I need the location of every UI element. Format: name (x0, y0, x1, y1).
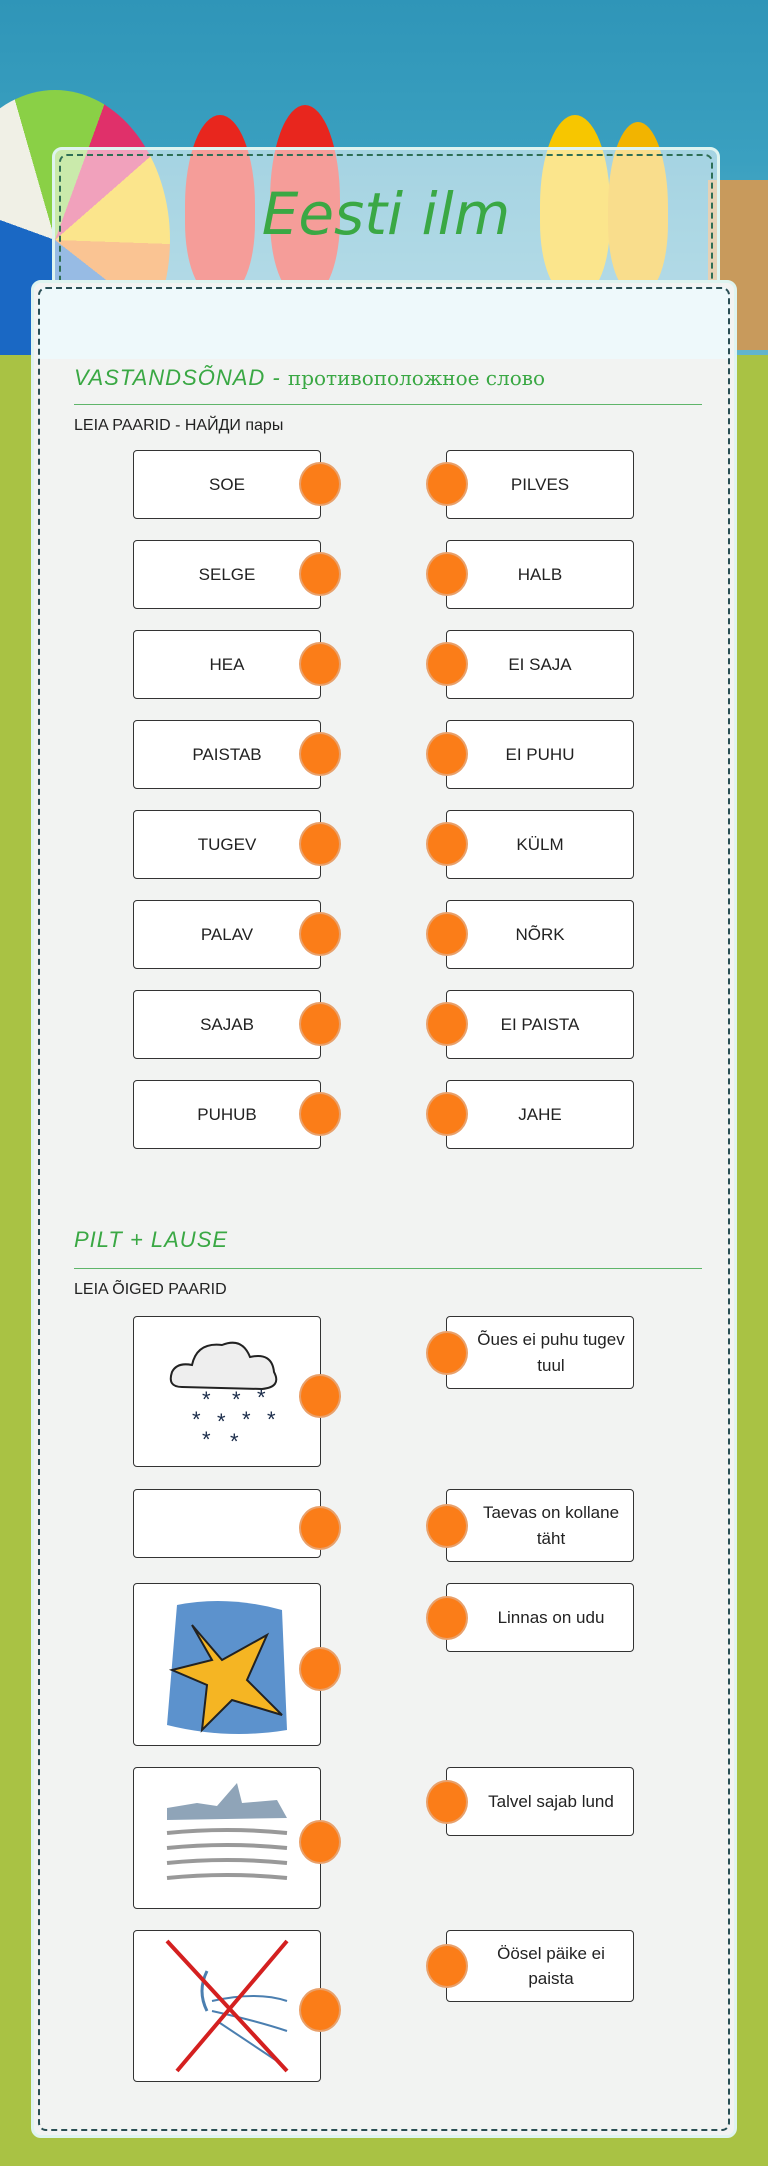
svg-text:*: * (267, 1406, 276, 1432)
word-label: HEA (209, 654, 245, 674)
connector-dot-right[interactable] (426, 1331, 468, 1375)
sentence-card[interactable] (446, 1583, 634, 1652)
word-label: PUHUB (197, 1104, 257, 1124)
connector-dot-left[interactable] (299, 1988, 341, 2032)
word-card-right[interactable] (446, 540, 634, 609)
word-label: SOE (209, 474, 245, 494)
connector-dot-left[interactable] (299, 822, 341, 866)
svg-text:*: * (202, 1426, 211, 1452)
word-label: NÕRK (515, 924, 565, 944)
word-card-right[interactable] (446, 900, 634, 969)
word-card-left[interactable] (133, 900, 321, 969)
heading-label: VASTANDSÕNAD - (74, 365, 288, 390)
word-card-left[interactable] (133, 630, 321, 699)
activity-card (31, 280, 737, 2138)
connector-dot-left[interactable] (299, 1374, 341, 1418)
word-label: TUGEV (197, 834, 257, 854)
connector-dot-right[interactable] (426, 462, 468, 506)
connector-dot-left[interactable] (299, 732, 341, 776)
no-wind-image (157, 1931, 297, 2081)
picture-card-blank[interactable] (133, 1489, 321, 1558)
connector-dot-right[interactable] (426, 552, 468, 596)
word-label: PAISTAB (192, 744, 262, 764)
word-card-right[interactable] (446, 810, 634, 879)
fog-city-image (157, 1778, 297, 1898)
word-card-right[interactable] (446, 990, 634, 1059)
connector-dot-left[interactable] (299, 1506, 341, 1550)
section-subtitle: LEIA PAARID - НАЙДИ пары (74, 417, 284, 434)
word-card-left[interactable] (133, 450, 321, 519)
word-card-right[interactable] (446, 630, 634, 699)
svg-text:*: * (232, 1386, 241, 1412)
word-label: SELGE (198, 564, 256, 584)
word-label: PALAV (200, 924, 254, 944)
connector-dot-left[interactable] (299, 912, 341, 956)
picture-card-fog-city[interactable] (133, 1767, 321, 1909)
connector-dot-left[interactable] (299, 462, 341, 506)
connector-dot-left[interactable] (299, 1092, 341, 1136)
connector-dot-right[interactable] (426, 642, 468, 686)
sentence-card[interactable] (446, 1489, 634, 1562)
connector-dot-right[interactable] (426, 1002, 468, 1046)
svg-text:*: * (230, 1428, 239, 1454)
sentence-label: Talvel sajab lund (488, 1791, 614, 1811)
section-heading-antonyms (74, 365, 545, 391)
picture-card-star[interactable] (133, 1583, 321, 1746)
sentence-label: Õues ei puhu tugev tuul (477, 1330, 625, 1375)
connector-dot-right[interactable] (426, 1596, 468, 1640)
connector-dot-left[interactable] (299, 1647, 341, 1691)
word-label: PILVES (510, 474, 570, 494)
word-label: SAJAB (200, 1014, 254, 1034)
word-label: EI PAISTA (500, 1014, 580, 1034)
word-label: JAHE (518, 1104, 562, 1124)
connector-dot-right[interactable] (426, 1504, 468, 1548)
connector-dot-left[interactable] (299, 552, 341, 596)
word-card-left[interactable] (133, 990, 321, 1059)
word-label: EI PUHU (505, 744, 575, 764)
svg-text:*: * (202, 1386, 211, 1412)
word-label: KÜLM (516, 834, 564, 854)
section-divider (74, 1268, 702, 1269)
word-card-left[interactable] (133, 1080, 321, 1149)
connector-dot-right[interactable] (426, 822, 468, 866)
word-label: EI SAJA (508, 654, 572, 674)
picture-card-snow-cloud[interactable] (133, 1316, 321, 1467)
svg-text:*: * (217, 1408, 226, 1434)
section-heading-pictures: PILT + LAUSE (74, 1227, 229, 1252)
sentence-label: Taevas on kollane täht (482, 1503, 620, 1548)
connector-dot-right[interactable] (426, 912, 468, 956)
sentence-card[interactable] (446, 1930, 634, 2002)
connector-dot-right[interactable] (426, 732, 468, 776)
svg-text:*: * (242, 1406, 251, 1432)
word-card-left[interactable] (133, 540, 321, 609)
connector-dot-left[interactable] (299, 642, 341, 686)
word-card-right[interactable] (446, 720, 634, 789)
word-card-right[interactable] (446, 1080, 634, 1149)
connector-dot-right[interactable] (426, 1780, 468, 1824)
connector-dot-right[interactable] (426, 1092, 468, 1136)
sentence-label: Öösel päike ei paista (497, 1943, 605, 1988)
connector-dot-left[interactable] (299, 1820, 341, 1864)
section-divider (74, 404, 702, 405)
picture-card-no-wind[interactable] (133, 1930, 321, 2082)
snow-cloud-image (162, 1327, 292, 1457)
star-image (157, 1590, 297, 1740)
word-card-left[interactable] (133, 720, 321, 789)
connector-dot-left[interactable] (299, 1002, 341, 1046)
connector-dot-right[interactable] (426, 1944, 468, 1988)
word-label: HALB (517, 564, 563, 584)
sentence-card[interactable] (446, 1316, 634, 1389)
sentence-card[interactable] (446, 1767, 634, 1836)
heading-label-ru: противоположное слово (287, 366, 546, 390)
svg-text:*: * (257, 1384, 266, 1410)
page-title: Eesti ilm (261, 180, 511, 248)
section-subtitle-2: LEIA ÕIGED PAARID (74, 1281, 227, 1298)
sentence-label: Linnas on udu (497, 1607, 605, 1627)
svg-text:*: * (192, 1406, 201, 1432)
word-card-left[interactable] (133, 810, 321, 879)
word-card-right[interactable] (446, 450, 634, 519)
